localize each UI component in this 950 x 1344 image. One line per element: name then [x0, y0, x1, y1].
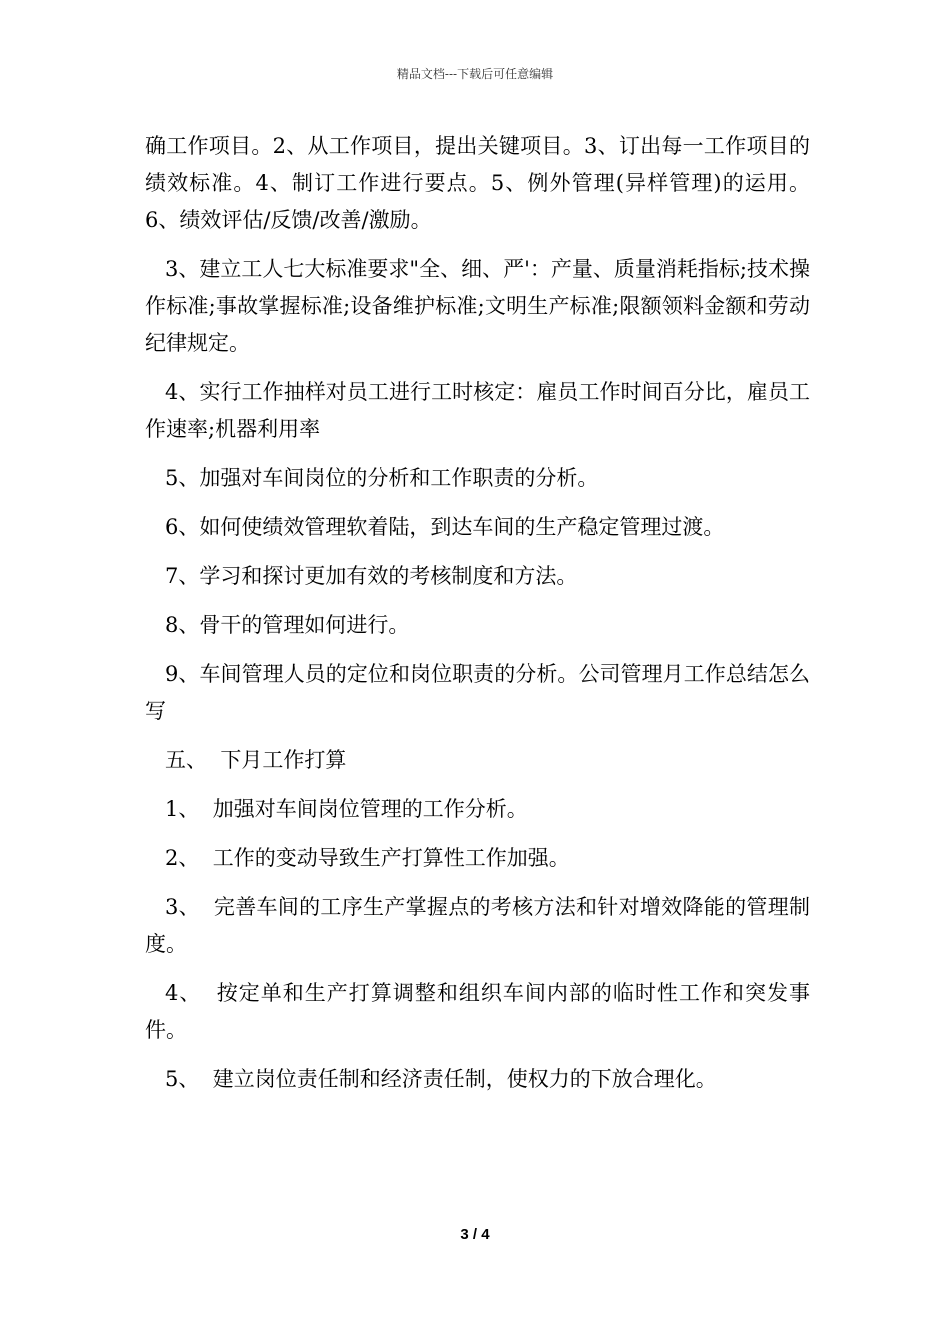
paragraph: 7、学习和探讨更加有效的考核制度和方法。 [165, 564, 578, 588]
paragraph: 5、 建立岗位责任制和经济责任制，使权力的下放合理化。 [165, 1067, 717, 1091]
page-number: 3 / 4 [460, 1226, 490, 1243]
paragraph: 2、 工作的变动导致生产打算性工作加强。 [165, 846, 570, 870]
paragraph: 1、 加强对车间岗位管理的工作分析。 [165, 797, 528, 821]
page-header: 精品文档---下载后可任意编辑 [396, 67, 554, 81]
paragraph: 8、骨干的管理如何进行。 [165, 613, 410, 637]
paragraph: 4、 按定单和生产打算调整和组织车间内部的临时性工作和突发事件。 [145, 981, 810, 1042]
paragraph: 3、建立工人七大标准要求"全、细、严'：产量、质量消耗指标;技术操作标准;事故掌握标准;设备维护标准;文明生产标准;限额领料金额和劳动纪律规定。 [145, 257, 810, 355]
paragraph: 确工作项目。2、从工作项目，提出关键项目。3、订出每一工作项目的绩效标准。4、制订工作进行要点。5、例外管理(异样管理)的运用。6、绩效评估/反馈/改善/激励。 [145, 134, 810, 232]
paragraph: 6、如何使绩效管理软着陆，到达车间的生产稳定管理过渡。 [165, 515, 725, 539]
paragraph: 4、实行工作抽样对员工进行工时核定：雇员工作时间百分比，雇员工作速率;机器利用率 [145, 380, 810, 441]
document-body [145, 128, 810, 1110]
section-heading: 五、 下月工作打算 [165, 748, 347, 772]
paragraph: 9、车间管理人员的定位和岗位职责的分析。公司管理月工作总结怎么写 [145, 662, 810, 723]
paragraph: 3、 完善车间的工序生产掌握点的考核方法和针对增效降能的管理制度。 [145, 895, 810, 956]
paragraph: 5、加强对车间岗位的分析和工作职责的分析。 [165, 466, 599, 490]
